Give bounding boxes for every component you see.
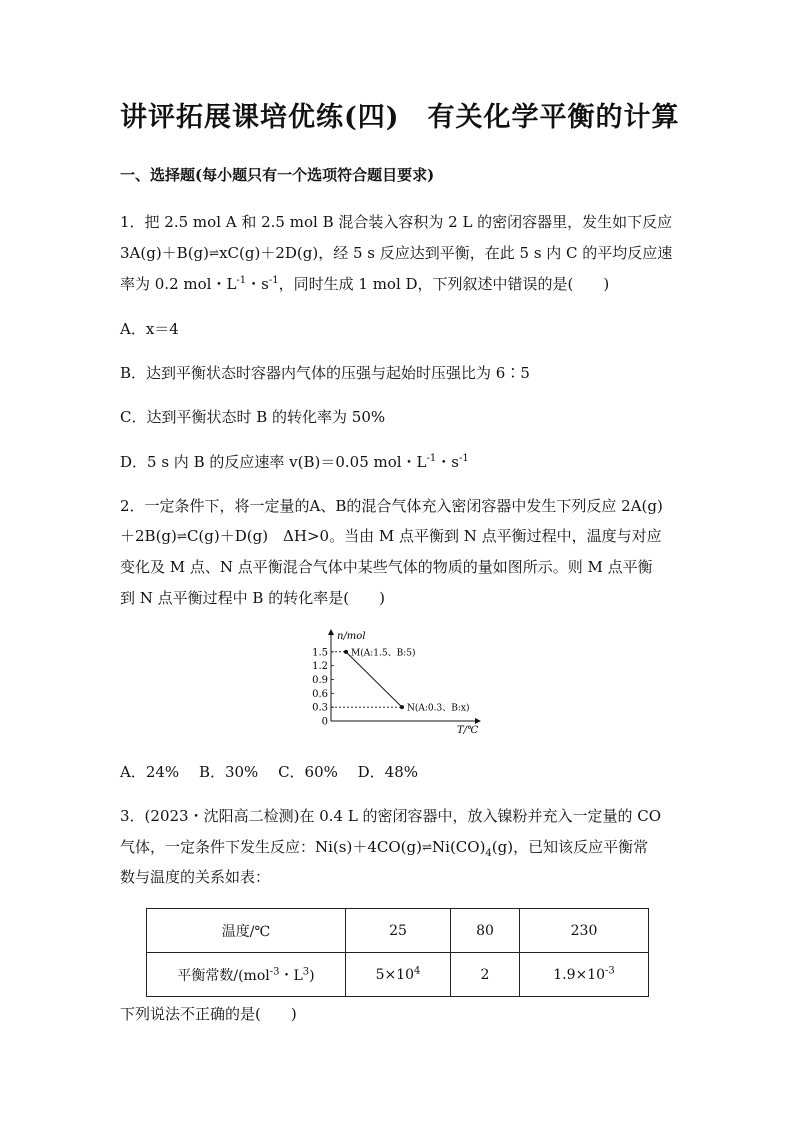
q1-option-c[interactable]: C．达到平衡状态时 B 的转化率为 50% bbox=[120, 408, 386, 426]
table-cell bbox=[346, 953, 451, 997]
equilibrium-arrow-icon: ⇌ bbox=[176, 529, 187, 543]
k-230-exp: -3 bbox=[605, 964, 615, 976]
k-230: 1.9×10 bbox=[553, 966, 606, 983]
y-axis-label: n/mol bbox=[337, 631, 366, 642]
k-label-a: 平衡常数/(mol bbox=[177, 967, 270, 984]
q1-option-a[interactable]: A．x＝4 bbox=[120, 320, 179, 338]
y-tick-label: 0.6 bbox=[312, 688, 328, 700]
series-line-a bbox=[346, 652, 402, 707]
q1-sup-1: -1 bbox=[236, 275, 247, 286]
q1-line3 bbox=[120, 273, 609, 294]
q1-line3-c: ，同时生成 1 mol D，下列叙述中错误的是( ) bbox=[278, 275, 610, 293]
point-n bbox=[400, 705, 404, 709]
table-cell: 80 bbox=[451, 909, 520, 953]
table-cell: 25 bbox=[346, 909, 451, 953]
q2-line2-a: ＋2B(g) bbox=[120, 527, 177, 545]
page-title: 讲评拓展课培优练(四) 有关化学平衡的计算 bbox=[120, 102, 680, 133]
k-25-exp: 4 bbox=[414, 964, 421, 976]
q3-line2 bbox=[120, 836, 648, 857]
y-tick-label: 0 bbox=[321, 716, 328, 728]
table-row bbox=[147, 953, 649, 997]
table-row bbox=[147, 909, 649, 953]
equilibrium-constant-table bbox=[146, 908, 649, 997]
table-cell bbox=[147, 953, 346, 997]
x-axis-label: T/℃ bbox=[457, 725, 479, 736]
point-n-label: N(A:0.3、B:x) bbox=[407, 703, 470, 714]
q1-line2 bbox=[120, 242, 672, 263]
q1-line2-reactants: 3A(g)＋B(g) bbox=[120, 244, 210, 262]
q1-sup-2: -1 bbox=[268, 275, 279, 286]
q2-chart bbox=[300, 628, 500, 740]
q3-after: 下列说法不正确的是( ) bbox=[120, 1005, 297, 1023]
q1-option-b[interactable]: B．达到平衡状态时容器内气体的压强与起始时压强比为 6∶5 bbox=[120, 364, 530, 382]
q2-line1: 2．一定条件下，将一定量的A、B的混合气体充入密闭容器中发生下列反应 2A(g) bbox=[120, 497, 663, 515]
q1-option-d-a: D．5 s 内 B 的反应速率 v(B)＝0.05 mol・L bbox=[120, 453, 427, 471]
y-tick-label: 0.9 bbox=[312, 675, 328, 686]
q1-option-d-sup1: -1 bbox=[426, 453, 437, 464]
q2-line2 bbox=[120, 525, 662, 546]
equilibrium-arrow-icon: ⇌ bbox=[421, 840, 433, 854]
point-m-label: M(A:1.5、B:5) bbox=[351, 648, 416, 659]
q2-line2-b: C(g)＋D(g) ΔH>0。当由 M 点平衡到 N 点平衡过程中，温度与对应 bbox=[186, 527, 662, 545]
q1-option-d-sup2: -1 bbox=[458, 453, 469, 464]
q3-line3: 数与温度的关系如表： bbox=[120, 868, 271, 886]
k-label-b: ・L bbox=[279, 967, 303, 984]
k-label-sup2: 3 bbox=[302, 965, 310, 977]
table-cell bbox=[520, 953, 649, 997]
point-m bbox=[344, 650, 348, 654]
q1-line3-b: ・s bbox=[246, 275, 269, 293]
table-cell: 230 bbox=[520, 909, 649, 953]
q1-option-d-b: ・s bbox=[436, 453, 459, 471]
y-tick-label: 1.5 bbox=[312, 647, 328, 659]
q1-line2-rest: xC(g)＋2D(g)，经 5 s 反应达到平衡，在此 5 s 内 C 的平均反应速 bbox=[219, 244, 673, 262]
q2-line3: 变化及 M 点、N 点平衡混合气体中某些气体的物质的量如图所示。则 M 点平衡 bbox=[120, 558, 653, 576]
y-tick-label: 1.2 bbox=[312, 661, 328, 673]
q3-line2-sub: 4 bbox=[485, 848, 492, 859]
section-heading: 一、选择题(每小题只有一个选项符合题目要求) bbox=[120, 166, 435, 184]
q3-line2-b: Ni(CO) bbox=[432, 838, 486, 856]
k-25: 5×10 bbox=[375, 966, 415, 983]
table-cell: 2 bbox=[451, 953, 520, 997]
q3-line2-a: 气体，一定条件下发生反应：Ni(s)＋4CO(g) bbox=[120, 838, 422, 856]
q1-line1: 1．把 2.5 mol A 和 2.5 mol B 混合装入容积为 2 L 的密闭容器里，发生如下反应 bbox=[120, 213, 673, 231]
q3-line1: 3．(2023・沈阳高二检测)在 0.4 L 的密闭容器中，放入镍粉并充入一定量的 CO bbox=[120, 807, 662, 825]
table-cell: 温度/℃ bbox=[147, 909, 346, 953]
q1-option-d[interactable] bbox=[120, 451, 469, 472]
q3-line2-c: (g)，已知该反应平衡常 bbox=[491, 838, 649, 856]
y-tick-label: 0.3 bbox=[312, 702, 328, 714]
q2-options[interactable]: A．24% B．30% C．60% D．48% bbox=[120, 763, 419, 781]
q2-line4: 到 N 点平衡过程中 B 的转化率是( ) bbox=[120, 589, 385, 607]
k-label-sup1: -3 bbox=[269, 965, 280, 977]
k-label-c: ) bbox=[309, 967, 315, 984]
equilibrium-arrow-icon: ⇌ bbox=[209, 246, 220, 260]
q1-line3-a: 率为 0.2 mol・L bbox=[120, 275, 237, 293]
